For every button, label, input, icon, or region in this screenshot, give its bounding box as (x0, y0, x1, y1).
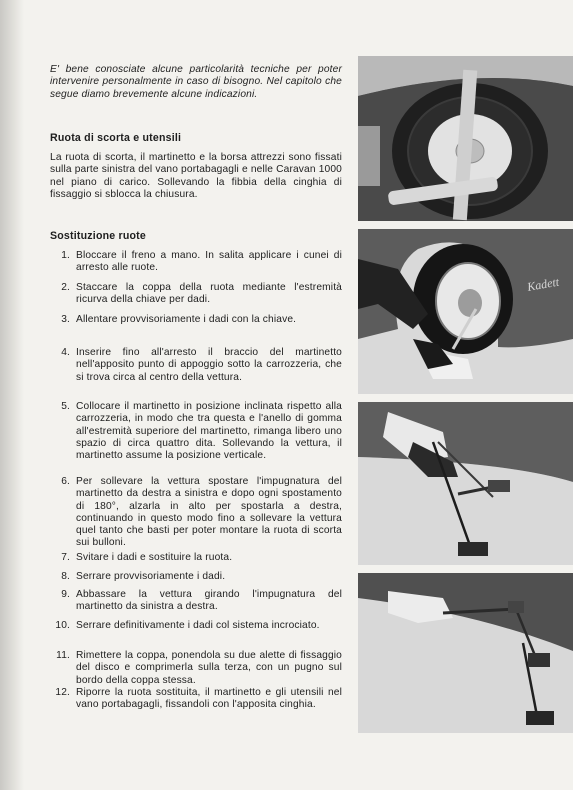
intro-paragraph: E' bene conosciate alcune particolarità tecniche per poter intervenire personalmente in caso di bisogno. Nel capitolo che segue diamo brevemente alcune indicazioni. (50, 64, 342, 100)
step-text: Allentare provvisoriamente i dadi con la chiave. (76, 314, 297, 325)
step-text: Per sollevare la vettura spostare l'impugnatura del martinetto da destra a sinistra e dopo ogni spostamento di 180°, alzarla in alto per spostarla a destra, continuando in questo modo fino a sollevare la vettura quel tanto che basti per poter montare la ruota di scorta sui bulloni. (76, 476, 342, 549)
step-number: 6. (61, 476, 70, 487)
kadett-badge: Kadett (526, 274, 561, 294)
step-text: Abbassare la vettura girando l'impugnatura del martinetto da sinistra a destra. (76, 589, 342, 613)
step-number: 5. (61, 401, 70, 412)
jack-positioning-illustration (358, 402, 573, 565)
photo-spare-wheel-in-trunk (358, 56, 573, 221)
text-column (50, 64, 342, 711)
photo-positioning-jack (358, 402, 573, 565)
section-title-spare-wheel: Ruota di scorta e utensili (50, 132, 182, 144)
step-number: 10. (55, 620, 70, 631)
photo-raising-car (358, 573, 573, 733)
spare-wheel-illustration (358, 56, 573, 221)
step-text: Serrare provvisoriamente i dadi. (76, 571, 226, 582)
step-number: 12. (55, 687, 70, 698)
step-number: 9. (61, 589, 70, 600)
step-number: 2. (61, 282, 70, 293)
hubcap-removal-illustration (358, 229, 573, 394)
spare-wheel-paragraph: La ruota di scorta, il martinetto e la borsa attrezzi sono fissati sulla parte sinistra del vano portabagagli e nelle Caravan 1000 nel piano di carico. Sollevando la fibbia della cinghia di fissaggio si sblocca la chiusura. (50, 152, 342, 200)
step-text: Rimettere la coppa, ponendola su due alette di fissaggio del disco e comprimerla sulla terza, con un pugno sul bordo della coppa stessa. (76, 650, 342, 686)
step-text: Inserire fino all'arresto il braccio del martinetto nell'apposito punto di appoggio sotto la carrozzeria, che si trova circa al centro della vettura. (76, 347, 342, 383)
step-number: 3. (61, 314, 70, 325)
photo-removing-hubcap (358, 229, 573, 394)
step-text: Svitare i dadi e sostituire la ruota. (76, 552, 233, 563)
step-text: Bloccare il freno a mano. In salita applicare i cunei di arresto alle ruote. (76, 250, 342, 274)
step-text: Collocare il martinetto in posizione inclinata rispetto alla carrozzeria, in modo che tra questa e l'anello di gomma all'estremità superiore del martinetto, rimanga libero uno spazio di circa quattro dita. Sollevando la vettura, il martinetto assume la posizione verticale. (76, 401, 342, 462)
section-title-wheel-change: Sostituzione ruote (50, 230, 147, 242)
step-number: 7. (61, 552, 70, 563)
car-raising-illustration (358, 573, 573, 733)
page-binding-shadow (0, 0, 24, 790)
step-number: 1. (61, 250, 70, 261)
step-number: 11. (56, 650, 70, 661)
step-number: 4. (61, 347, 70, 358)
step-text: Riporre la ruota sostituita, il martinetto e gli utensili nel vano portabagagli, fissandoli con l'apposita cinghia. (76, 687, 342, 711)
step-text: Staccare la coppa della ruota mediante l'estremità ricurva della chiave per dadi. (76, 282, 342, 306)
step-text: Serrare definitivamente i dadi col sistema incrociato. (76, 620, 320, 631)
step-number: 8. (61, 571, 70, 582)
